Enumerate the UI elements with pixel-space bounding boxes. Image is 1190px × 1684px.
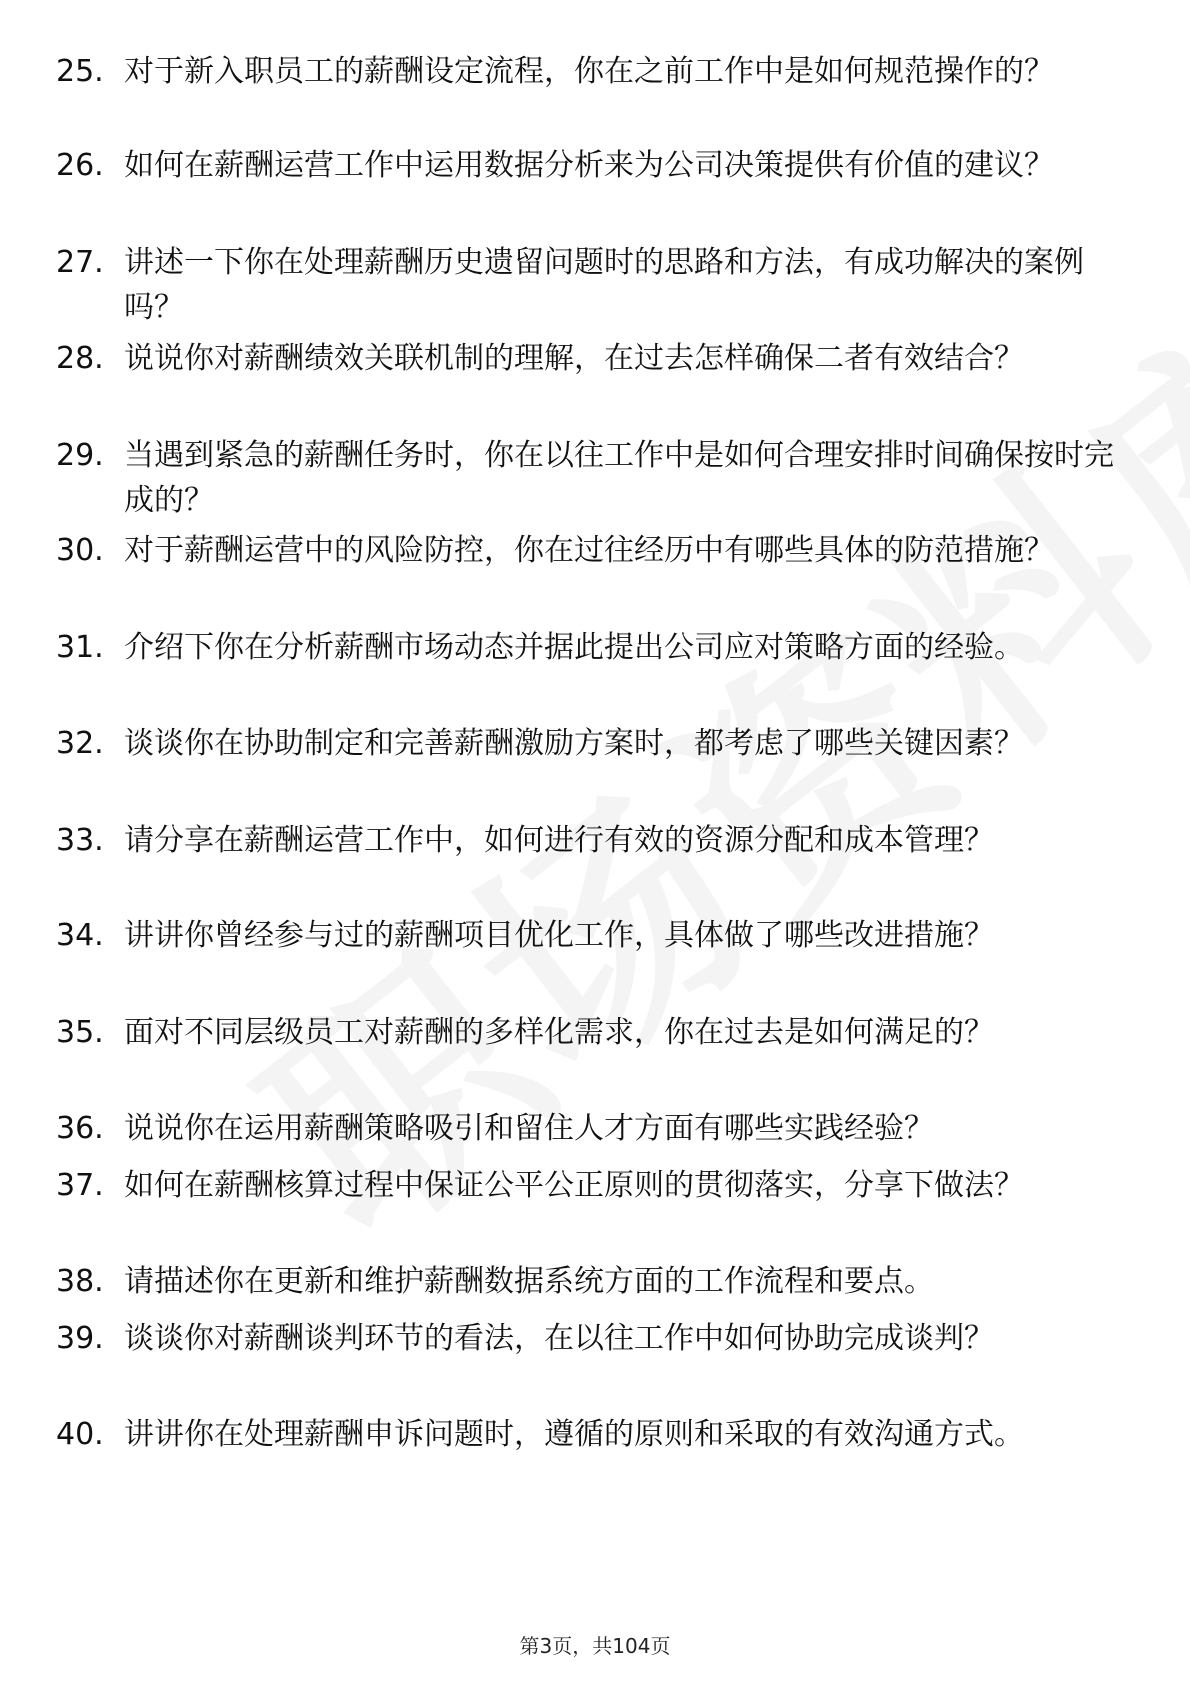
question-number: 34. [56, 918, 104, 953]
question-number: 25. [56, 54, 104, 89]
question-number: 33. [56, 823, 104, 858]
question-item-31 [0, 625, 1190, 715]
question-number: 31. [56, 630, 104, 665]
question-text: 对于薪酬运营中的风险防控，你在过往经历中有哪些具体的防范措施？ [124, 533, 1054, 568]
question-text: 当遇到紧急的薪酬任务时，你在以往工作中是如何合理安排时间确保按时完成的？ [124, 438, 1114, 518]
question-text: 谈谈你对薪酬谈判环节的看法，在以往工作中如何协助完成谈判？ [124, 1321, 994, 1356]
question-number: 39. [56, 1321, 104, 1356]
question-text: 介绍下你在分析薪酬市场动态并据此提出公司应对策略方面的经验。 [124, 630, 1024, 665]
question-text: 讲讲你曾经参与过的薪酬项目优化工作，具体做了哪些改进措施？ [124, 918, 994, 953]
question-item-29 [0, 433, 1190, 523]
question-text: 请分享在薪酬运营工作中，如何进行有效的资源分配和成本管理？ [124, 823, 994, 858]
question-item-39 [0, 1316, 1190, 1406]
question-number: 37. [56, 1168, 104, 1203]
question-number: 28. [56, 341, 104, 376]
question-text: 如何在薪酬运营工作中运用数据分析来为公司决策提供有价值的建议？ [124, 148, 1054, 183]
question-text: 讲讲你在处理薪酬申诉问题时，遵循的原则和采取的有效沟通方式。 [124, 1417, 1024, 1452]
question-number: 36. [56, 1111, 104, 1146]
question-item-30 [0, 528, 1190, 618]
question-text: 如何在薪酬核算过程中保证公平公正原则的贯彻落实，分享下做法？ [124, 1168, 1024, 1203]
question-number: 27. [56, 245, 104, 280]
question-item-25 [0, 49, 1190, 139]
question-text: 讲述一下你在处理薪酬历史遗留问题时的思路和方法，有成功解决的案例吗？ [124, 245, 1084, 325]
question-item-32 [0, 721, 1190, 811]
question-text: 说说你在运用薪酬策略吸引和留住人才方面有哪些实践经验？ [124, 1111, 934, 1146]
question-item-33 [0, 818, 1190, 908]
question-number: 30. [56, 533, 104, 568]
question-number: 32. [56, 726, 104, 761]
question-item-28 [0, 336, 1190, 426]
question-number: 40. [56, 1417, 104, 1452]
question-text: 面对不同层级员工对薪酬的多样化需求，你在过去是如何满足的？ [124, 1015, 994, 1050]
question-item-27 [0, 240, 1190, 330]
question-text: 说说你对薪酬绩效关联机制的理解，在过去怎样确保二者有效结合？ [124, 341, 1024, 376]
question-number: 26. [56, 148, 104, 183]
question-number: 38. [56, 1264, 104, 1299]
page-footer: 第3页，共104页 [519, 1634, 671, 1658]
question-item-26 [0, 143, 1190, 233]
question-item-34 [0, 913, 1190, 1003]
question-text: 对于新入职员工的薪酬设定流程，你在之前工作中是如何规范操作的？ [124, 54, 1054, 89]
question-number: 35. [56, 1015, 104, 1050]
question-text: 请描述你在更新和维护薪酬数据系统方面的工作流程和要点。 [124, 1264, 934, 1299]
question-number: 29. [56, 438, 104, 473]
question-item-40 [0, 1412, 1190, 1502]
question-item-35 [0, 1010, 1190, 1100]
question-text: 谈谈你在协助制定和完善薪酬激励方案时，都考虑了哪些关键因素？ [124, 726, 1024, 761]
question-item-37 [0, 1163, 1190, 1253]
